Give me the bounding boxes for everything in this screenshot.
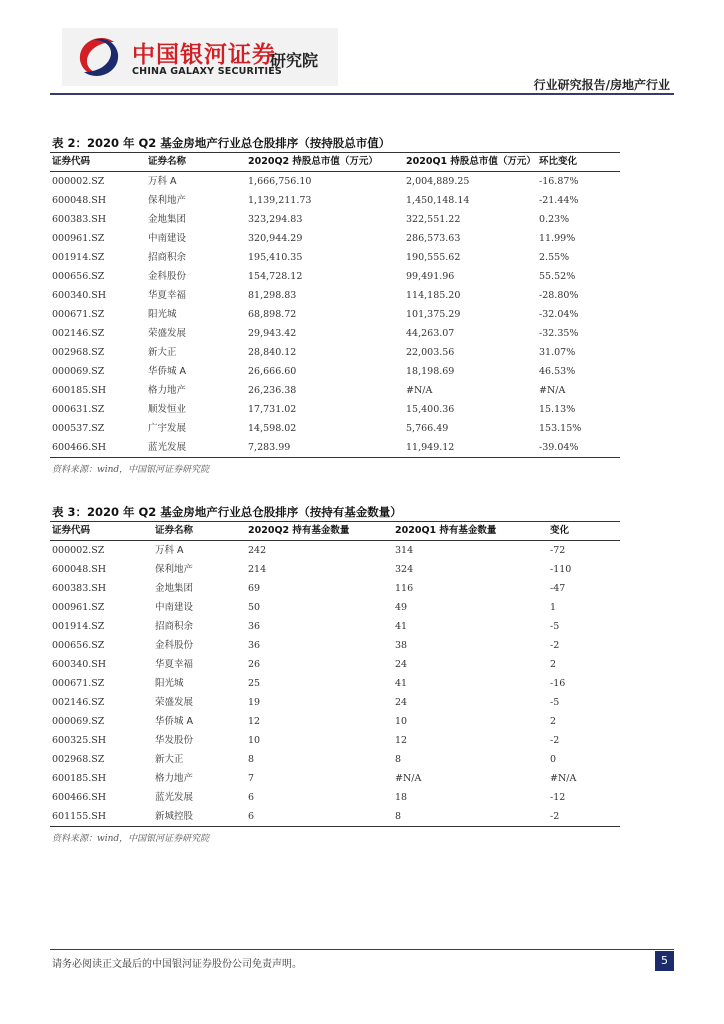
table-2-header [50, 152, 620, 172]
cell-q2: 1,139,211.73 [248, 195, 312, 206]
cell-q2: 14,598.02 [248, 423, 297, 434]
cell-change: 11.99% [539, 233, 576, 244]
cell-change: -110 [550, 564, 572, 575]
cell-name: 荣盛发展 [148, 328, 187, 339]
table-row [50, 267, 620, 286]
cell-q2: 36 [248, 640, 261, 651]
cell-change: 0.23% [539, 214, 570, 225]
cell-q1: 18 [395, 792, 408, 803]
cell-code: 002968.SZ [52, 347, 105, 358]
cell-change: -2 [550, 811, 560, 822]
table-row [50, 229, 620, 248]
cell-q2: 7,283.99 [248, 442, 291, 453]
company-logo [62, 28, 338, 86]
cell-name: 新大正 [148, 347, 177, 358]
cell-change: 153.15% [539, 423, 582, 434]
cell-name: 格力地产 [155, 773, 194, 784]
cell-name: 万科 A [155, 545, 184, 556]
cell-name: 金科股份 [148, 271, 187, 282]
cell-q1: 11,949.12 [406, 442, 455, 453]
cell-change: -47 [550, 583, 566, 594]
cell-q1: 24 [395, 697, 408, 708]
cell-q2: 12 [248, 716, 261, 727]
cell-q1: 116 [395, 583, 414, 594]
cell-q1: 99,491.96 [406, 271, 455, 282]
cell-change: 2 [550, 716, 557, 727]
cell-name: 招商积余 [155, 621, 194, 632]
cell-q2: 242 [248, 545, 267, 556]
table-row [50, 807, 620, 827]
cell-q1: 12 [395, 735, 408, 746]
cell-q1: 49 [395, 602, 408, 613]
cell-name: 荣盛发展 [155, 697, 194, 708]
cell-change: -32.35% [539, 328, 579, 339]
header-change: 环比变化 [539, 156, 578, 167]
table-row [50, 579, 620, 598]
cell-q1: 8 [395, 754, 402, 765]
table-row [50, 438, 620, 458]
cell-code: 600048.SH [52, 195, 107, 206]
cell-q1: 101,375.29 [406, 309, 461, 320]
cell-code: 002146.SZ [52, 697, 105, 708]
cell-code: 002146.SZ [52, 328, 105, 339]
cell-change: -16.87% [539, 176, 579, 187]
cell-change: -16 [550, 678, 566, 689]
report-category: 行业研究报告/房地产行业 [533, 78, 670, 92]
cell-code: 600185.SH [52, 385, 107, 396]
cell-change: 0 [550, 754, 557, 765]
cell-change: #N/A [539, 385, 566, 396]
cell-q1: 5,766.49 [406, 423, 449, 434]
cell-q1: 8 [395, 811, 402, 822]
table-row [50, 210, 620, 229]
cell-code: 000961.SZ [52, 233, 105, 244]
cell-q1: 190,555.62 [406, 252, 461, 263]
table-2 [50, 134, 620, 475]
header-name: 证券名称 [155, 525, 194, 536]
cell-q2: 36 [248, 621, 261, 632]
cell-q1: 322,551.22 [406, 214, 461, 225]
cell-code: 600466.SH [52, 792, 107, 803]
cell-name: 格力地产 [148, 385, 187, 396]
cell-q1: 114,185.20 [406, 290, 461, 301]
cell-q2: 28,840.12 [248, 347, 297, 358]
table-2-title: 表 2：2020 年 Q2 基金房地产行业总仓股排序（按持股总市值） [52, 136, 391, 150]
table-row [50, 788, 620, 807]
cell-name: 金地集团 [148, 214, 187, 225]
cell-q1: 2,004,889.25 [406, 176, 470, 187]
cell-code: 000671.SZ [52, 678, 105, 689]
cell-change: -21.44% [539, 195, 579, 206]
page-number: 5 [655, 951, 674, 971]
cell-q2: 26,236.38 [248, 385, 297, 396]
cell-q2: 8 [248, 754, 255, 765]
cell-q1: 24 [395, 659, 408, 670]
table-3 [50, 503, 620, 844]
cell-change: 55.52% [539, 271, 576, 282]
cell-name: 万科 A [148, 176, 177, 187]
cell-q2: 195,410.35 [248, 252, 303, 263]
cell-q1: 1,450,148.14 [406, 195, 470, 206]
table-row [50, 305, 620, 324]
table-3-header [50, 521, 620, 541]
cell-code: 001914.SZ [52, 252, 105, 263]
table-2-source: 资料来源：wind，中国银河证券研究院 [52, 465, 210, 475]
cell-q2: 6 [248, 811, 255, 822]
cell-change: -32.04% [539, 309, 579, 320]
header-q1-count: 2020Q1 持有基金数量 [395, 525, 497, 536]
cell-name: 蓝光发展 [148, 442, 187, 453]
cell-name: 中南建设 [148, 233, 187, 244]
table-row [50, 324, 620, 343]
cell-code: 601155.SH [52, 811, 107, 822]
cell-name: 蓝光发展 [155, 792, 194, 803]
cell-q1: 15,400.36 [406, 404, 455, 415]
cell-name: 招商积余 [148, 252, 187, 263]
cell-q2: 214 [248, 564, 267, 575]
header-name: 证券名称 [148, 156, 187, 167]
cell-q2: 154,728.12 [248, 271, 303, 282]
table-row [50, 248, 620, 267]
cell-change: 2.55% [539, 252, 570, 263]
cell-change: -2 [550, 735, 560, 746]
cell-q2: 50 [248, 602, 261, 613]
cell-q2: 25 [248, 678, 261, 689]
cell-name: 中南建设 [155, 602, 194, 613]
header-q2-value: 2020Q2 持股总市值（万元） [248, 156, 378, 167]
table-row [50, 636, 620, 655]
cell-change: -28.80% [539, 290, 579, 301]
cell-change: -5 [550, 697, 560, 708]
table-row [50, 598, 620, 617]
cell-q1: #N/A [395, 773, 422, 784]
header-q1-value: 2020Q1 持股总市值（万元） [406, 156, 536, 167]
cell-name: 华侨城 A [148, 366, 187, 377]
cell-name: 华夏幸福 [148, 290, 187, 301]
cell-code: 000002.SZ [52, 176, 105, 187]
cell-code: 000537.SZ [52, 423, 105, 434]
table-row [50, 191, 620, 210]
table-row [50, 750, 620, 769]
cell-code: 000002.SZ [52, 545, 105, 556]
cell-code: 600185.SH [52, 773, 107, 784]
cell-change: 15.13% [539, 404, 576, 415]
table-row [50, 560, 620, 579]
cell-code: 600383.SH [52, 214, 107, 225]
cell-name: 阳光城 [155, 678, 184, 689]
cell-code: 001914.SZ [52, 621, 105, 632]
cell-code: 000671.SZ [52, 309, 105, 320]
table-3-source: 资料来源：wind，中国银河证券研究院 [52, 834, 210, 844]
cell-name: 新城控股 [155, 811, 194, 822]
cell-q2: 320,944.29 [248, 233, 303, 244]
cell-q2: 69 [248, 583, 261, 594]
cell-name: 保利地产 [148, 195, 187, 206]
footer-disclaimer: 请务必阅读正文最后的中国银河证券股份公司免责声明。 [52, 959, 302, 970]
cell-name: 新大正 [155, 754, 184, 765]
table-2-body [50, 172, 620, 458]
cell-q1: 286,573.63 [406, 233, 461, 244]
cell-name: 华侨城 A [155, 716, 194, 727]
cell-name: 金地集团 [155, 583, 194, 594]
cell-q1: 41 [395, 621, 408, 632]
cell-change: 46.53% [539, 366, 576, 377]
header-divider [50, 93, 674, 95]
table-row [50, 419, 620, 438]
table-row [50, 617, 620, 636]
table-row [50, 381, 620, 400]
cell-q1: 41 [395, 678, 408, 689]
cell-code: 600340.SH [52, 290, 107, 301]
cell-change: -12 [550, 792, 566, 803]
table-row [50, 731, 620, 750]
logo-chinese-name: 中国银河证券 [132, 42, 276, 68]
table-row [50, 769, 620, 788]
logo-english-name: CHINA GALAXY SECURITIES [132, 66, 282, 77]
cell-q1: 10 [395, 716, 408, 727]
cell-q2: 19 [248, 697, 261, 708]
cell-q1: 38 [395, 640, 408, 651]
cell-code: 000656.SZ [52, 271, 105, 282]
cell-code: 000069.SZ [52, 716, 105, 727]
table-row [50, 286, 620, 305]
table-3-title: 表 3：2020 年 Q2 基金房地产行业总仓股排序（按持有基金数量） [52, 505, 402, 519]
header-change: 变化 [550, 525, 570, 536]
cell-q2: 6 [248, 792, 255, 803]
table-row [50, 400, 620, 419]
cell-q1: #N/A [406, 385, 433, 396]
cell-q1: 44,263.07 [406, 328, 455, 339]
header-code: 证券代码 [52, 525, 91, 536]
cell-change: 2 [550, 659, 557, 670]
table-3-body [50, 541, 620, 827]
cell-name: 华发股份 [155, 735, 194, 746]
footer-divider [50, 949, 674, 950]
cell-code: 000069.SZ [52, 366, 105, 377]
cell-name: 顺发恒业 [148, 404, 187, 415]
cell-q2: 7 [248, 773, 255, 784]
table-row [50, 674, 620, 693]
logo-institute: 研究院 [270, 51, 319, 70]
cell-q2: 10 [248, 735, 261, 746]
table-row [50, 655, 620, 674]
table-row [50, 712, 620, 731]
cell-q2: 68,898.72 [248, 309, 297, 320]
cell-code: 600340.SH [52, 659, 107, 670]
cell-q2: 1,666,756.10 [248, 176, 312, 187]
cell-code: 600048.SH [52, 564, 107, 575]
table-row [50, 172, 620, 191]
header-code: 证券代码 [52, 156, 91, 167]
cell-code: 600325.SH [52, 735, 107, 746]
cell-q1: 324 [395, 564, 414, 575]
cell-code: 000656.SZ [52, 640, 105, 651]
cell-change: 31.07% [539, 347, 576, 358]
cell-q1: 22,003.56 [406, 347, 455, 358]
cell-name: 保利地产 [155, 564, 194, 575]
cell-code: 600383.SH [52, 583, 107, 594]
cell-change: -72 [550, 545, 566, 556]
cell-change: #N/A [550, 773, 577, 784]
cell-change: -2 [550, 640, 560, 651]
cell-q2: 29,943.42 [248, 328, 297, 339]
page-header [0, 0, 724, 96]
header-q2-count: 2020Q2 持有基金数量 [248, 525, 350, 536]
table-row [50, 343, 620, 362]
cell-change: 1 [550, 602, 557, 613]
cell-name: 金科股份 [155, 640, 194, 651]
cell-name: 广宇发展 [148, 423, 187, 434]
cell-code: 000631.SZ [52, 404, 105, 415]
cell-q1: 314 [395, 545, 414, 556]
table-row [50, 541, 620, 560]
cell-q1: 18,198.69 [406, 366, 455, 377]
table-row [50, 362, 620, 381]
cell-q2: 26 [248, 659, 261, 670]
table-row [50, 693, 620, 712]
cell-code: 002968.SZ [52, 754, 105, 765]
cell-q2: 17,731.02 [248, 404, 297, 415]
cell-code: 600466.SH [52, 442, 107, 453]
galaxy-swirl-icon [74, 34, 124, 80]
cell-name: 华夏幸福 [155, 659, 194, 670]
cell-code: 000961.SZ [52, 602, 105, 613]
cell-change: -39.04% [539, 442, 579, 453]
cell-change: -5 [550, 621, 560, 632]
cell-q2: 81,298.83 [248, 290, 297, 301]
cell-name: 阳光城 [148, 309, 177, 320]
cell-q2: 323,294.83 [248, 214, 303, 225]
cell-q2: 26,666.60 [248, 366, 297, 377]
